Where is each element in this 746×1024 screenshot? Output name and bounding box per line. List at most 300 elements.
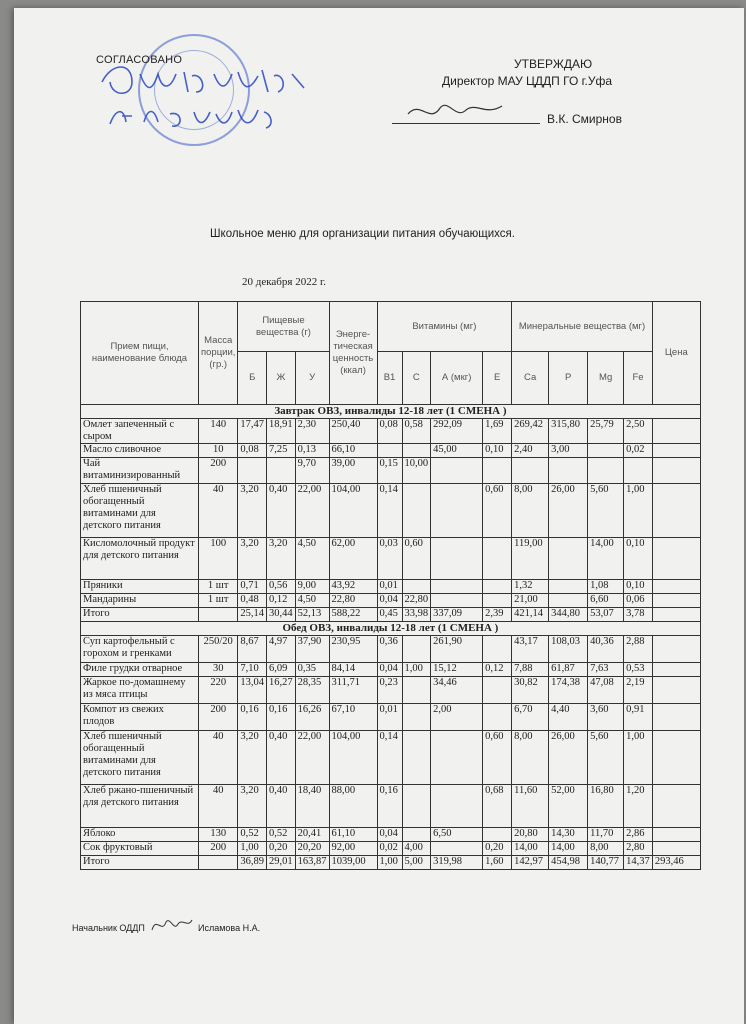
table-cell: 0,02: [624, 444, 653, 458]
table-cell: 9,70: [295, 458, 329, 484]
table-cell: 2,00: [431, 704, 483, 731]
table-cell: 30: [199, 663, 238, 677]
table-cell: 1,00: [238, 842, 267, 856]
table-row: [81, 444, 701, 458]
table-cell: [549, 580, 588, 594]
table-cell: 0,10: [483, 444, 512, 458]
table-cell: 0,60: [483, 731, 512, 785]
table-cell: 6,60: [588, 594, 624, 608]
table-cell: [431, 538, 483, 580]
table-cell: 250,40: [329, 419, 377, 444]
table-cell: [652, 580, 700, 594]
table-cell: 0,35: [295, 663, 329, 677]
table-cell: 100: [199, 538, 238, 580]
table-cell: [431, 458, 483, 484]
table-cell: 0,08: [377, 419, 402, 444]
table-cell: 16,80: [588, 785, 624, 828]
table-cell: [431, 785, 483, 828]
table-cell: 3,20: [238, 731, 267, 785]
table-cell: [483, 594, 512, 608]
table-cell: 0,60: [402, 538, 431, 580]
table-cell: 311,71: [329, 677, 377, 704]
dish-name: Сок фруктовый: [81, 842, 199, 856]
table-cell: [402, 484, 431, 538]
header-nutrients: Пищевые вещества (г): [238, 302, 329, 352]
table-cell: 14,00: [549, 842, 588, 856]
table-cell: 6,50: [431, 828, 483, 842]
table-cell: 130: [199, 828, 238, 842]
table-row: [81, 663, 701, 677]
table-cell: 22,00: [295, 484, 329, 538]
table-cell: 337,09: [431, 608, 483, 622]
table-cell: 119,00: [512, 538, 549, 580]
table-cell: 2,40: [512, 444, 549, 458]
table-row: [81, 484, 701, 538]
dish-name: Компот из свежих плодов: [81, 704, 199, 731]
table-cell: 0,10: [624, 538, 653, 580]
table-cell: 421,14: [512, 608, 549, 622]
table-cell: [483, 828, 512, 842]
table-row: [81, 842, 701, 856]
table-cell: 0,06: [624, 594, 653, 608]
table-cell: 0,91: [624, 704, 653, 731]
table-cell: 7,88: [512, 663, 549, 677]
table-cell: [238, 458, 267, 484]
table-cell: 0,10: [624, 580, 653, 594]
table-cell: 1,00: [624, 731, 653, 785]
table-cell: 2,86: [624, 828, 653, 842]
table-cell: 33,98: [402, 608, 431, 622]
table-cell: [652, 444, 700, 458]
table-cell: 22,80: [329, 594, 377, 608]
table-cell: [549, 594, 588, 608]
table-row: [81, 636, 701, 663]
header-fe: Fe: [624, 352, 653, 405]
table-cell: 2,50: [624, 419, 653, 444]
header-p: Р: [549, 352, 588, 405]
table-cell: 9,00: [295, 580, 329, 594]
table-cell: 8,00: [512, 484, 549, 538]
table-cell: 8,00: [588, 842, 624, 856]
table-cell: 10,00: [402, 458, 431, 484]
table-row: [81, 419, 701, 444]
director-signature: [400, 96, 510, 126]
table-cell: 66,10: [329, 444, 377, 458]
table-cell: 34,46: [431, 677, 483, 704]
dish-name: Омлет запеченный с сыром: [81, 419, 199, 444]
table-cell: 61,87: [549, 663, 588, 677]
table-cell: 25,14: [238, 608, 267, 622]
table-cell: 0,40: [267, 484, 296, 538]
table-cell: 0,04: [377, 828, 402, 842]
table-cell: 11,60: [512, 785, 549, 828]
table-cell: 293,46: [652, 856, 700, 870]
table-cell: 5,60: [588, 484, 624, 538]
table-cell: 0,12: [483, 663, 512, 677]
table-cell: 0,14: [377, 731, 402, 785]
table-cell: 28,35: [295, 677, 329, 704]
table-cell: 2,39: [483, 608, 512, 622]
table-cell: 26,00: [549, 484, 588, 538]
table-cell: 8,00: [512, 731, 549, 785]
table-cell: 10: [199, 444, 238, 458]
table-cell: 2,80: [624, 842, 653, 856]
table-cell: 220: [199, 677, 238, 704]
table-cell: 6,09: [267, 663, 296, 677]
table-cell: 1,69: [483, 419, 512, 444]
table-cell: 0,40: [267, 731, 296, 785]
table-cell: 0,02: [377, 842, 402, 856]
table-row: [81, 580, 701, 594]
table-cell: 315,80: [549, 419, 588, 444]
table-cell: 61,10: [329, 828, 377, 842]
table-cell: 3,00: [549, 444, 588, 458]
table-cell: 30,82: [512, 677, 549, 704]
table-cell: [652, 636, 700, 663]
table-cell: 92,00: [329, 842, 377, 856]
table-cell: [377, 444, 402, 458]
table-cell: [512, 458, 549, 484]
table-cell: 230,95: [329, 636, 377, 663]
table-cell: 22,00: [295, 731, 329, 785]
table-cell: [483, 458, 512, 484]
table-cell: 0,14: [377, 484, 402, 538]
table-cell: [652, 785, 700, 828]
dish-name: Хлеб ржано-пшеничный для детского питания: [81, 785, 199, 828]
table-cell: [652, 538, 700, 580]
table-cell: 319,98: [431, 856, 483, 870]
table-cell: 0,53: [624, 663, 653, 677]
table-row: [81, 731, 701, 785]
table-cell: 1,00: [624, 484, 653, 538]
table-cell: 588,22: [329, 608, 377, 622]
table-cell: 17,47: [238, 419, 267, 444]
table-cell: 26,00: [549, 731, 588, 785]
table-cell: [402, 828, 431, 842]
table-cell: [652, 419, 700, 444]
table-cell: 20,41: [295, 828, 329, 842]
table-cell: 3,20: [238, 538, 267, 580]
table-cell: [549, 538, 588, 580]
dish-name: Итого: [81, 856, 199, 870]
header-zh: Ж: [267, 352, 296, 405]
table-cell: 0,03: [377, 538, 402, 580]
table-cell: [431, 731, 483, 785]
table-cell: [652, 663, 700, 677]
table-cell: 174,38: [549, 677, 588, 704]
table-cell: [199, 608, 238, 622]
table-row: [81, 608, 701, 622]
table-cell: 3,20: [238, 484, 267, 538]
table-cell: 140,77: [588, 856, 624, 870]
table-cell: 0,58: [402, 419, 431, 444]
table-cell: [402, 785, 431, 828]
table-cell: 0,20: [267, 842, 296, 856]
table-cell: 0,15: [377, 458, 402, 484]
table-row: [81, 828, 701, 842]
table-cell: [402, 704, 431, 731]
table-row: [81, 856, 701, 870]
table-cell: 21,00: [512, 594, 549, 608]
table-cell: [652, 484, 700, 538]
menu-heading: Школьное меню для организации питания обучающихся.: [210, 228, 515, 240]
table-cell: 0,52: [238, 828, 267, 842]
table-cell: 200: [199, 842, 238, 856]
table-cell: 62,00: [329, 538, 377, 580]
table-cell: [267, 458, 296, 484]
table-cell: 2,88: [624, 636, 653, 663]
table-cell: [652, 828, 700, 842]
table-cell: 67,10: [329, 704, 377, 731]
table-cell: 25,79: [588, 419, 624, 444]
table-row: [81, 785, 701, 828]
table-cell: [483, 704, 512, 731]
header-u: У: [295, 352, 329, 405]
head-signature: [148, 912, 196, 938]
table-cell: [652, 704, 700, 731]
footer-name: Исламова Н.А.: [198, 923, 261, 933]
header-mass: Масса порции, (гр.): [199, 302, 238, 405]
table-cell: 0,01: [377, 580, 402, 594]
table-cell: 0,04: [377, 594, 402, 608]
table-cell: 4,40: [549, 704, 588, 731]
section-title: Обед ОВЗ, инвалиды 12-18 лет (1 СМЕНА ): [81, 622, 701, 636]
table-cell: 0,68: [483, 785, 512, 828]
table-cell: 200: [199, 704, 238, 731]
table-cell: 53,07: [588, 608, 624, 622]
table-cell: [483, 538, 512, 580]
table-cell: 0,08: [238, 444, 267, 458]
table-cell: 14,00: [512, 842, 549, 856]
table-cell: 0,45: [377, 608, 402, 622]
table-row: [81, 538, 701, 580]
table-cell: 18,40: [295, 785, 329, 828]
table-cell: 0,13: [295, 444, 329, 458]
table-cell: 0,04: [377, 663, 402, 677]
table-cell: 40: [199, 484, 238, 538]
table-cell: 344,80: [549, 608, 588, 622]
director-name: В.К. Смирнов: [547, 112, 622, 126]
table-cell: 0,23: [377, 677, 402, 704]
table-cell: 2,30: [295, 419, 329, 444]
table-cell: 0,56: [267, 580, 296, 594]
header-price: Цена: [652, 302, 700, 405]
dish-name: Суп картофельный с горохом и гренками: [81, 636, 199, 663]
table-cell: 40,36: [588, 636, 624, 663]
table-cell: [402, 677, 431, 704]
header-c: С: [402, 352, 431, 405]
table-cell: 3,78: [624, 608, 653, 622]
table-cell: 20,20: [295, 842, 329, 856]
table-cell: 108,03: [549, 636, 588, 663]
table-cell: 84,14: [329, 663, 377, 677]
footer-position: Начальник ОДДП: [72, 923, 145, 933]
table-cell: [652, 608, 700, 622]
dish-name: Жаркое по-домашнему из мяса птицы: [81, 677, 199, 704]
dish-name: Кисломолочный продукт для детского питания: [81, 538, 199, 580]
table-cell: 3,20: [267, 538, 296, 580]
header-b1: В1: [377, 352, 402, 405]
table-cell: 1 шт: [199, 594, 238, 608]
table-cell: 140: [199, 419, 238, 444]
header-a: А (мкг): [431, 352, 483, 405]
table-cell: [431, 484, 483, 538]
table-cell: 0,48: [238, 594, 267, 608]
dish-name: Яблоко: [81, 828, 199, 842]
table-cell: 1 шт: [199, 580, 238, 594]
section-row: [81, 405, 701, 419]
table-cell: 88,00: [329, 785, 377, 828]
table-cell: 43,92: [329, 580, 377, 594]
table-cell: 454,98: [549, 856, 588, 870]
table-cell: [402, 731, 431, 785]
section-title: Завтрак ОВЗ, инвалиды 12-18 лет (1 СМЕНА ): [81, 405, 701, 419]
dish-name: Пряники: [81, 580, 199, 594]
table-cell: [588, 458, 624, 484]
table-row: [81, 594, 701, 608]
table-cell: 250/20: [199, 636, 238, 663]
table-cell: 7,10: [238, 663, 267, 677]
table-cell: [483, 580, 512, 594]
table-cell: 11,70: [588, 828, 624, 842]
table-cell: 16,26: [295, 704, 329, 731]
table-cell: [402, 636, 431, 663]
table-cell: 1,20: [624, 785, 653, 828]
table-cell: 2,19: [624, 677, 653, 704]
dish-name: Филе грудки отварное: [81, 663, 199, 677]
table-cell: 43,17: [512, 636, 549, 663]
table-cell: [402, 580, 431, 594]
table-cell: 0,01: [377, 704, 402, 731]
table-cell: [431, 580, 483, 594]
table-cell: 0,16: [238, 704, 267, 731]
table-cell: 47,08: [588, 677, 624, 704]
table-cell: 7,63: [588, 663, 624, 677]
table-cell: 1,08: [588, 580, 624, 594]
header-minerals: Минеральные вещества (мг): [512, 302, 653, 352]
table-cell: 14,37: [624, 856, 653, 870]
table-cell: 200: [199, 458, 238, 484]
table-cell: 36,89: [238, 856, 267, 870]
table-cell: 40: [199, 785, 238, 828]
table-cell: 1,60: [483, 856, 512, 870]
table-cell: 13,04: [238, 677, 267, 704]
table-cell: 4,00: [402, 842, 431, 856]
table-cell: 261,90: [431, 636, 483, 663]
table-cell: 4,97: [267, 636, 296, 663]
table-cell: 5,00: [402, 856, 431, 870]
table-cell: 163,87: [295, 856, 329, 870]
table-cell: [431, 594, 483, 608]
table-cell: 1,00: [377, 856, 402, 870]
dish-name: Чай витаминизированный: [81, 458, 199, 484]
table-cell: 3,20: [238, 785, 267, 828]
dish-name: Итого: [81, 608, 199, 622]
table-cell: 0,52: [267, 828, 296, 842]
table-cell: [483, 636, 512, 663]
table-cell: 22,80: [402, 594, 431, 608]
table-cell: 39,00: [329, 458, 377, 484]
table-cell: [652, 842, 700, 856]
table-cell: 0,16: [267, 704, 296, 731]
table-cell: 3,60: [588, 704, 624, 731]
header-meal: Прием пищи, наименование блюда: [81, 302, 199, 405]
menu-date: 20 декабря 2022 г.: [242, 276, 326, 288]
table-cell: [431, 842, 483, 856]
table-cell: [588, 444, 624, 458]
header-vitamins: Витамины (мг): [377, 302, 512, 352]
table-cell: 14,30: [549, 828, 588, 842]
table-cell: 0,71: [238, 580, 267, 594]
dish-name: Хлеб пшеничный обогащенный витаминами для детского питания: [81, 731, 199, 785]
table-cell: 142,97: [512, 856, 549, 870]
dish-name: Масло сливочное: [81, 444, 199, 458]
agreed-label: СОГЛАСОВАНО: [96, 54, 183, 66]
director-title: Директор МАУ ЦДДП ГО г.Уфа: [442, 74, 613, 88]
table-cell: [624, 458, 653, 484]
table-cell: [652, 458, 700, 484]
table-cell: 45,00: [431, 444, 483, 458]
table-row: [81, 458, 701, 484]
table-cell: 292,09: [431, 419, 483, 444]
header-b: Б: [238, 352, 267, 405]
table-cell: 0,20: [483, 842, 512, 856]
table-cell: 7,25: [267, 444, 296, 458]
table-cell: 8,67: [238, 636, 267, 663]
table-cell: 40: [199, 731, 238, 785]
table-cell: 16,27: [267, 677, 296, 704]
table-cell: [652, 731, 700, 785]
table-cell: 18,91: [267, 419, 296, 444]
menu-table: [80, 301, 701, 870]
header-mg: Mg: [588, 352, 624, 405]
table-cell: 0,16: [377, 785, 402, 828]
table-cell: [652, 594, 700, 608]
table-cell: 29,01: [267, 856, 296, 870]
table-cell: 104,00: [329, 731, 377, 785]
table-row: [81, 677, 701, 704]
table-cell: 52,00: [549, 785, 588, 828]
table-cell: [549, 458, 588, 484]
table-cell: 52,13: [295, 608, 329, 622]
table-cell: 14,00: [588, 538, 624, 580]
header-ca: Са: [512, 352, 549, 405]
table-cell: [402, 444, 431, 458]
table-cell: 1,32: [512, 580, 549, 594]
table-cell: 104,00: [329, 484, 377, 538]
table-cell: 0,60: [483, 484, 512, 538]
header-e: Е: [483, 352, 512, 405]
dish-name: Мандарины: [81, 594, 199, 608]
table-cell: [483, 677, 512, 704]
table-cell: 269,42: [512, 419, 549, 444]
dish-name: Хлеб пшеничный обогащенный витаминами для детского питания: [81, 484, 199, 538]
signature-line: [392, 123, 540, 124]
table-cell: 0,40: [267, 785, 296, 828]
table-cell: 1,00: [402, 663, 431, 677]
table-row: [81, 704, 701, 731]
table-cell: [199, 856, 238, 870]
table-cell: [652, 677, 700, 704]
approve-label: УТВЕРЖДАЮ: [514, 57, 593, 71]
table-cell: 4,50: [295, 594, 329, 608]
table-cell: 0,36: [377, 636, 402, 663]
section-row: [81, 622, 701, 636]
table-cell: 4,50: [295, 538, 329, 580]
table-cell: 0,12: [267, 594, 296, 608]
table-cell: 15,12: [431, 663, 483, 677]
header-energy: Энерге-тическая ценность (ккал): [329, 302, 377, 405]
